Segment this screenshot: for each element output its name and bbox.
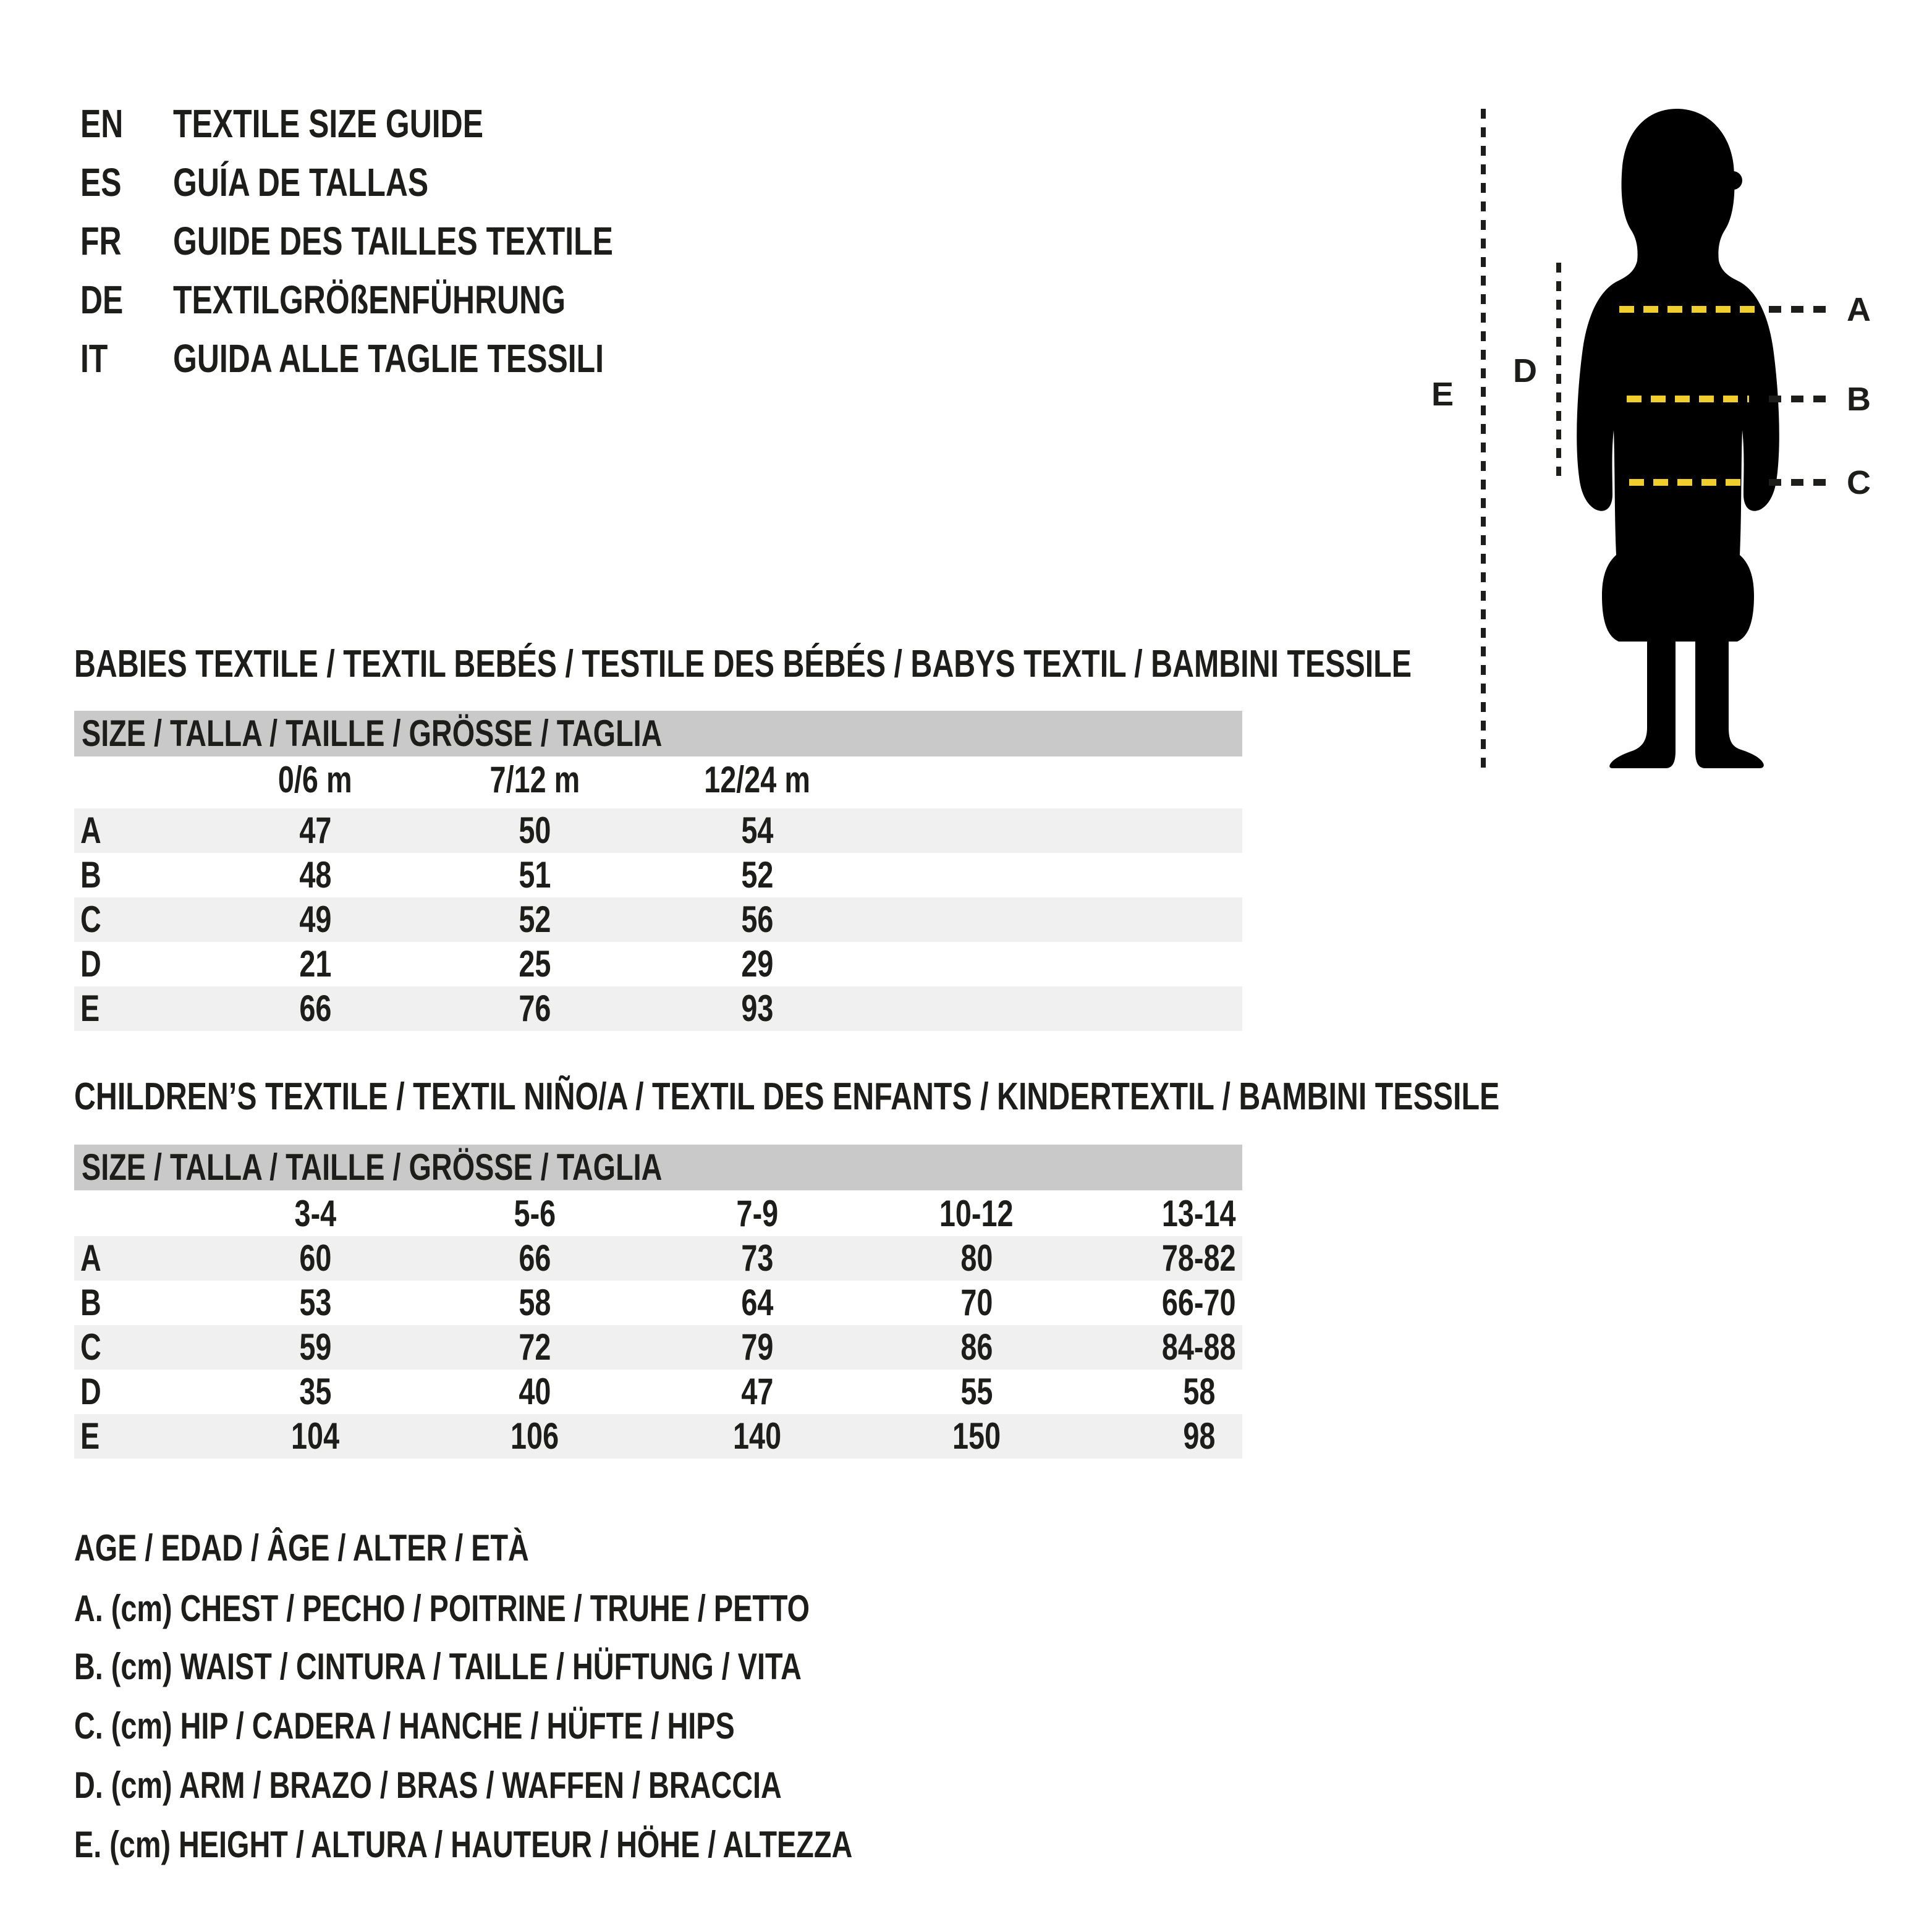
cell-value: 52 — [518, 899, 551, 940]
hip-dash-yellow — [1629, 479, 1742, 486]
table-row — [74, 853, 1242, 897]
table-row — [74, 897, 1242, 942]
cell-value: 54 — [740, 810, 774, 851]
children-column-header-row — [74, 1192, 1242, 1236]
children-section-title: CHILDREN’S TEXTILE / TEXTIL NIÑO/A / TEXTIL DES ENFANTS / KINDERTEXTIL / BAMBINI TESSILE — [74, 1075, 1500, 1118]
waist-dash-yellow — [1627, 396, 1749, 402]
cell-value: 47 — [740, 1371, 774, 1412]
language-code: IT — [80, 336, 108, 381]
cell-value: 29 — [740, 943, 774, 985]
marker-d-label: D — [1513, 352, 1537, 389]
language-label: GUIDA ALLE TAGLIE TESSILI — [173, 336, 604, 381]
chest-dash-yellow — [1619, 306, 1763, 313]
table-row — [74, 1414, 1242, 1459]
cell-value: 56 — [740, 899, 774, 940]
cell-value: 48 — [299, 854, 332, 896]
cell-value: 73 — [740, 1237, 774, 1279]
language-row — [80, 102, 946, 145]
marker-c-label: C — [1847, 464, 1871, 501]
cell-value: 66 — [518, 1237, 551, 1279]
language-row — [80, 278, 946, 321]
column-header: 5-6 — [514, 1193, 556, 1234]
row-label: B — [80, 1282, 101, 1323]
language-label: GUÍA DE TALLAS — [173, 160, 429, 205]
cell-value: 64 — [740, 1282, 774, 1323]
cell-value: 76 — [518, 988, 551, 1029]
marker-b-label: B — [1847, 381, 1871, 418]
language-label: TEXTILGRÖßENFÜHRUNG — [173, 278, 566, 322]
table-row — [74, 1325, 1242, 1370]
arm-measure-line-d — [1556, 263, 1561, 476]
legend-arm-line: D. (cm) ARM / BRAZO / BRAS / WAFFEN / BRACCIA — [74, 1765, 782, 1806]
cell-value: 55 — [960, 1371, 993, 1412]
cell-value: 93 — [740, 988, 774, 1029]
column-header: 7-9 — [736, 1193, 778, 1234]
language-code: ES — [80, 160, 122, 205]
row-label: E — [80, 1415, 100, 1457]
cell-value: 79 — [740, 1326, 774, 1368]
cell-value: 98 — [1182, 1415, 1216, 1457]
row-label: A — [80, 1237, 101, 1279]
column-header: 0/6 m — [278, 759, 352, 800]
row-label: B — [80, 854, 101, 896]
column-header: 7/12 m — [489, 759, 580, 800]
language-code: DE — [80, 278, 124, 322]
cell-value: 40 — [518, 1371, 551, 1412]
language-label: TEXTILE SIZE GUIDE — [173, 101, 484, 146]
column-header: 13-14 — [1162, 1193, 1236, 1234]
cell-value: 21 — [299, 943, 332, 985]
language-row — [80, 337, 946, 380]
language-code: EN — [80, 101, 124, 146]
column-header: 3-4 — [294, 1193, 336, 1234]
marker-a-label: A — [1847, 291, 1871, 328]
row-label: E — [80, 988, 100, 1029]
cell-value: 47 — [299, 810, 332, 851]
cell-value: 84-88 — [1162, 1326, 1236, 1368]
table-row — [74, 986, 1242, 1031]
cell-value: 58 — [1182, 1371, 1216, 1412]
cell-value: 51 — [518, 854, 551, 896]
row-label: C — [80, 1326, 101, 1368]
cell-value: 72 — [518, 1326, 551, 1368]
cell-value: 106 — [510, 1415, 559, 1457]
cell-value: 86 — [960, 1326, 993, 1368]
row-label: C — [80, 899, 101, 940]
cell-value: 78-82 — [1162, 1237, 1236, 1279]
row-label: D — [80, 1371, 101, 1412]
legend-age-line: AGE / EDAD / ÂGE / ALTER / ETÀ — [74, 1527, 529, 1569]
row-label: D — [80, 943, 101, 985]
cell-value: 35 — [299, 1371, 332, 1412]
cell-value: 66 — [299, 988, 332, 1029]
column-header: 10-12 — [939, 1193, 1014, 1234]
cell-value: 53 — [299, 1282, 332, 1323]
chest-dash-dark — [1769, 306, 1834, 313]
cell-value: 52 — [740, 854, 774, 896]
babies-section-title: BABIES TEXTILE / TEXTIL BEBÉS / TESTILE DES BÉBÉS / BABYS TEXTIL / BAMBINI TESSILE — [74, 643, 1412, 685]
legend-hip-line: C. (cm) HIP / CADERA / HANCHE / HÜFTE / HIPS — [74, 1705, 735, 1747]
table-row — [74, 1370, 1242, 1414]
table-row — [74, 808, 1242, 853]
cell-value: 140 — [732, 1415, 782, 1457]
cell-value: 104 — [290, 1415, 340, 1457]
waist-dash-dark — [1769, 396, 1834, 402]
row-label: A — [80, 810, 101, 851]
table-row — [74, 1236, 1242, 1281]
table-row — [74, 1281, 1242, 1325]
legend-height-line: E. (cm) HEIGHT / ALTURA / HAUTEUR / HÖHE / ALTEZZA — [74, 1824, 853, 1865]
babies-size-header-bar: SIZE / TALLA / TAILLE / GRÖSSE / TAGLIA — [74, 711, 1242, 756]
cell-value: 66-70 — [1162, 1282, 1236, 1323]
column-header: 12/24 m — [704, 759, 810, 800]
legend-waist-line: B. (cm) WAIST / CINTURA / TAILLE / HÜFTUNG / VITA — [74, 1646, 802, 1687]
cell-value: 59 — [299, 1326, 332, 1368]
cell-value: 60 — [299, 1237, 332, 1279]
babies-column-header-row — [74, 758, 1242, 802]
legend-chest-line: A. (cm) CHEST / PECHO / POITRINE / TRUHE / PETTO — [74, 1588, 810, 1629]
cell-value: 25 — [518, 943, 551, 985]
cell-value: 50 — [518, 810, 551, 851]
language-row — [80, 161, 946, 204]
table-row — [74, 942, 1242, 986]
cell-value: 49 — [299, 899, 332, 940]
marker-e-label: E — [1431, 376, 1454, 413]
language-row — [80, 219, 946, 263]
cell-value: 58 — [518, 1282, 551, 1323]
hip-dash-dark — [1769, 479, 1834, 486]
children-size-header-bar: SIZE / TALLA / TAILLE / GRÖSSE / TAGLIA — [74, 1145, 1242, 1190]
cell-value: 80 — [960, 1237, 993, 1279]
language-label: GUIDE DES TAILLES TEXTILE — [173, 219, 613, 263]
language-code: FR — [80, 219, 122, 263]
cell-value: 150 — [952, 1415, 1001, 1457]
cell-value: 70 — [960, 1282, 993, 1323]
